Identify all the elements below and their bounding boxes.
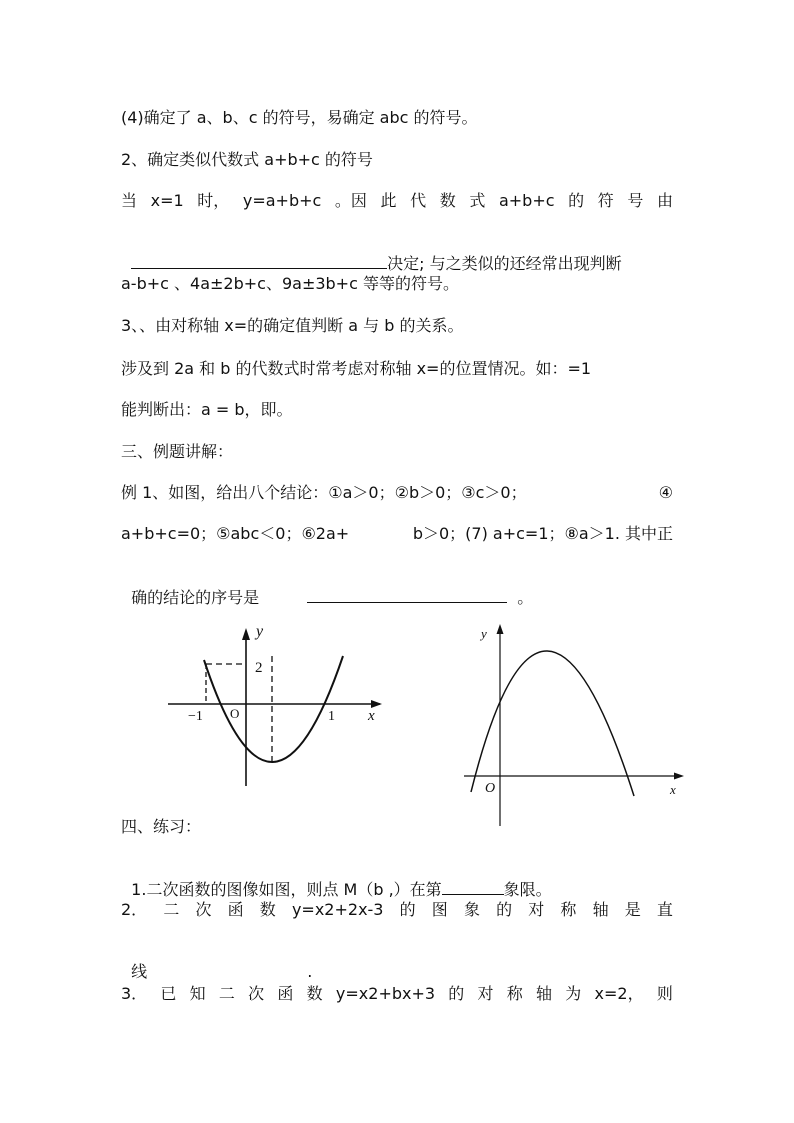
parabola-curve (471, 651, 634, 796)
word: 2． (121, 900, 148, 919)
word: 二 (218, 984, 235, 1003)
word: 式 (469, 191, 486, 210)
question-2 (121, 900, 673, 920)
word: 已 (160, 984, 177, 1003)
para-similar: a-b+c 、4a±2b+c、9a±3b+c 等等的符号。 (121, 274, 459, 293)
word: y=a+b+c (242, 191, 322, 210)
word: 称 (560, 900, 577, 919)
para-x1 (121, 191, 673, 211)
para-2a-b: 涉及到 2a 和 b 的代数式时常考虑对称轴 x=的位置情况。如：=1 (121, 359, 592, 378)
word: 数 (439, 191, 456, 210)
word: 图 (431, 900, 448, 919)
parabola-graph-2 (460, 618, 690, 830)
word: 确的结论的序号是 (131, 588, 260, 607)
heading-example: 三、例题讲解： (121, 442, 234, 461)
answer-blank[interactable] (442, 878, 504, 895)
word: 当 (121, 191, 138, 210)
label-2: 2 (255, 660, 263, 676)
word: 由 (656, 191, 673, 210)
y-axis-label: y (481, 626, 487, 641)
answer-blank[interactable] (307, 586, 507, 603)
word: 号 (627, 191, 644, 210)
heading-practice: 四、练习： (121, 817, 202, 836)
word: 次 (195, 900, 212, 919)
parabola-curve (204, 656, 343, 762)
word: 知 (189, 984, 206, 1003)
word: 为 (565, 984, 582, 1003)
word: 轴 (592, 900, 609, 919)
word: 是 (624, 900, 641, 919)
word: 称 (506, 984, 523, 1003)
word: 次 (248, 984, 265, 1003)
question-2-cont (121, 941, 312, 982)
word: 符 (597, 191, 614, 210)
word: 的 (448, 984, 465, 1003)
word: 对 (528, 900, 545, 919)
word: 的 (568, 191, 585, 210)
word: 函 (277, 984, 294, 1003)
word: 二 (163, 900, 180, 919)
example-1-line3 (121, 566, 533, 608)
para-a-eq-b: 能判断出：a = b，即。 (121, 400, 293, 419)
word: 象 (463, 900, 480, 919)
x-arrow (371, 700, 382, 708)
word: 则 (656, 984, 673, 1003)
word: 例 1、如图，给出八个结论：①a＞0；②b＞0；③c＞0； (121, 483, 527, 502)
answer-blank[interactable] (147, 961, 307, 977)
y-axis-label: y (256, 623, 264, 640)
word: a+b+c (498, 191, 555, 210)
word: 的 (496, 900, 513, 919)
word: 数 (306, 984, 323, 1003)
word: 线 (131, 962, 148, 981)
word: 此 (380, 191, 397, 210)
example-1-line1 (121, 483, 673, 503)
heading-2: 2、确定类似代数式 a+b+c 的符号 (121, 150, 373, 169)
word: x=1 (150, 191, 184, 210)
word: 数 (259, 900, 276, 919)
q1-text: 1.二次函数的图像如图，则点 M（b ,）在第 (131, 880, 442, 899)
q1-text-end: 象限。 (503, 880, 552, 899)
question-1 (121, 858, 552, 900)
y-arrow (497, 624, 504, 634)
x-arrow (674, 773, 684, 780)
heading-3: 3、、由对称轴 x=的确定值判断 a 与 b 的关系。 (121, 316, 464, 335)
parabola-graph-1 (160, 620, 390, 795)
label-neg1: −1 (188, 709, 203, 724)
word: a+b+c=0；⑤abc＜0；⑥2a+ (121, 524, 350, 543)
word: 轴 (536, 984, 553, 1003)
word: 的 (399, 900, 416, 919)
word: ④ (658, 483, 673, 502)
word: 代 (410, 191, 427, 210)
answer-blank[interactable] (131, 252, 387, 269)
label-1: 1 (328, 709, 335, 724)
word: 对 (477, 984, 494, 1003)
word: b＞0；(7) a+c=1；⑧a＞1. 其中正 (412, 524, 673, 543)
word: y=x2+2x-3 (291, 900, 384, 919)
para-abc-sign: (4)确定了 a、b、c 的符号，易确定 abc 的符号。 (121, 108, 478, 127)
word: 。 (517, 588, 534, 607)
word: . (307, 962, 313, 981)
y-arrow (242, 628, 250, 640)
word: 时， (197, 191, 230, 210)
origin-label: O (230, 706, 240, 721)
decide-text: 决定; 与之类似的还经常出现判断 (387, 254, 622, 273)
origin-label: O (485, 781, 496, 796)
x-axis-label: x (368, 708, 375, 724)
word: 。因 (334, 191, 367, 210)
word: 3． (121, 984, 148, 1003)
question-3 (121, 984, 673, 1004)
x-axis-label: x (670, 782, 676, 797)
word: 直 (656, 900, 673, 919)
word: 函 (227, 900, 244, 919)
word: y=x2+bx+3 (335, 984, 436, 1003)
para-decide (121, 232, 622, 274)
word: x=2， (594, 984, 644, 1003)
example-1-line2 (121, 524, 673, 544)
